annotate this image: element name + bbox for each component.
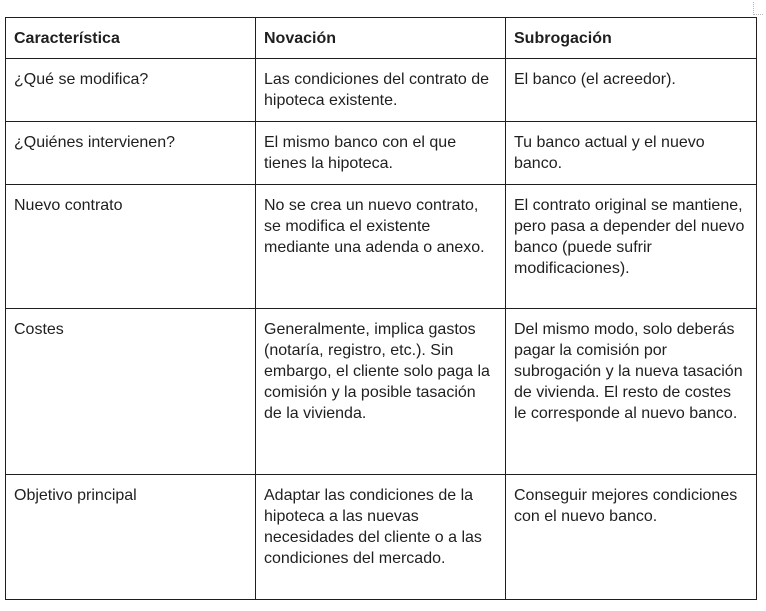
table-row bbox=[6, 122, 757, 185]
table-row bbox=[6, 185, 757, 309]
cell-caracteristica: Nuevo contrato bbox=[6, 185, 256, 309]
cell-caracteristica: ¿Quiénes intervienen? bbox=[6, 122, 256, 185]
cell-novacion: No se crea un nuevo contrato, se modifica el existente mediante una adenda o anexo. bbox=[256, 185, 506, 309]
header-subrogacion: Subrogación bbox=[506, 18, 757, 59]
table-row bbox=[6, 309, 757, 475]
cell-caracteristica: Costes bbox=[6, 309, 256, 475]
cell-subrogacion: El banco (el acreedor). bbox=[506, 59, 757, 122]
cell-caracteristica: ¿Qué se modifica? bbox=[6, 59, 256, 122]
table-row bbox=[6, 475, 757, 600]
comparison-table bbox=[5, 17, 757, 600]
page-corner-marker bbox=[753, 2, 763, 15]
cell-subrogacion: Del mismo modo, solo deberás pagar la comisión por subrogación y la nueva tasación de vivienda. El resto de costes le corresponde al nuevo banco. bbox=[506, 309, 757, 475]
cell-caracteristica: Objetivo principal bbox=[6, 475, 256, 600]
table-row bbox=[6, 59, 757, 122]
header-novacion: Novación bbox=[256, 18, 506, 59]
cell-novacion: Las condiciones del contrato de hipoteca existente. bbox=[256, 59, 506, 122]
cell-subrogacion: Conseguir mejores condiciones con el nuevo banco. bbox=[506, 475, 757, 600]
table-header-row bbox=[6, 18, 757, 59]
cell-novacion: El mismo banco con el que tienes la hipoteca. bbox=[256, 122, 506, 185]
cell-novacion: Adaptar las condiciones de la hipoteca a las nuevas necesidades del cliente o a las condiciones del mercado. bbox=[256, 475, 506, 600]
cell-subrogacion: Tu banco actual y el nuevo banco. bbox=[506, 122, 757, 185]
header-caracteristica: Característica bbox=[6, 18, 256, 59]
cell-novacion: Generalmente, implica gastos (notaría, registro, etc.). Sin embargo, el cliente solo paga la comisión y la posible tasación de la vivienda. bbox=[256, 309, 506, 475]
cell-subrogacion: El contrato original se mantiene, pero pasa a depender del nuevo banco (puede sufrir modificaciones). bbox=[506, 185, 757, 309]
